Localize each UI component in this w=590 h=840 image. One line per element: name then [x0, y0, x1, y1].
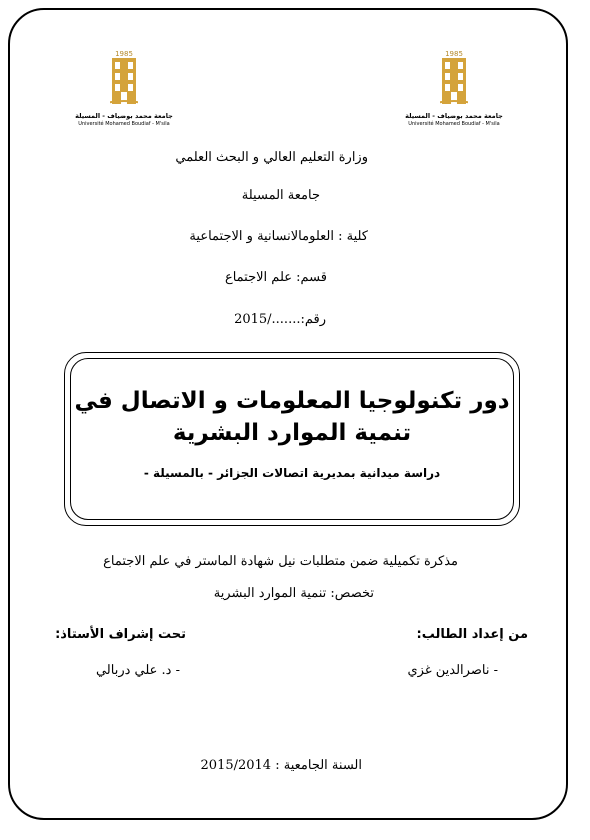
reference-number: رقم:......./2015 [234, 312, 326, 327]
student-heading: من إعداد الطالب: [416, 627, 528, 642]
supervisor-name: - د. علي دربالي [95, 663, 180, 678]
logo-name-ar: جامعة محمد بوضياف - المسيلة [75, 112, 173, 120]
university-line: جامعة المسيلة [241, 188, 320, 203]
supervisor-heading: تحت إشراف الأستاذ: [55, 627, 186, 642]
department-line: قسم: علم الاجتماع [224, 270, 327, 285]
logo-name-fr: Université Mohamed Boudiaf - M'sila [408, 121, 500, 127]
university-logo-right [404, 50, 504, 130]
tower-icon [440, 58, 468, 106]
faculty-line: كلية : العلومالانسانية و الاجتماعية [189, 229, 368, 244]
thesis-purpose: مذكرة تكميلية ضمن متطلبات نيل شهادة الماستر في علم الاجتماع [103, 554, 458, 569]
logo-name-ar: جامعة محمد بوضياف - المسيلة [405, 112, 503, 120]
academic-year: السنة الجامعية : 2015/2014 [200, 758, 362, 773]
logo-year: 1985 [115, 50, 133, 58]
university-logo-left [74, 50, 174, 130]
ministry-line: وزارة التعليم العالي و البحث العلمي [175, 150, 368, 165]
student-name: - ناصرالدين غزي [407, 663, 498, 678]
logo-name-fr: Université Mohamed Boudiaf - M'sila [78, 121, 170, 127]
thesis-subtitle: دراسة ميدانية بمديرية اتصالات الجزائر - بالمسيلة - [143, 466, 441, 480]
thesis-specialty: تخصص: تنمية الموارد البشرية [213, 586, 374, 601]
logo-year: 1985 [445, 50, 463, 58]
thesis-title-line1: دور تكنولوجيا المعلومات و الاتصال في [74, 388, 510, 414]
tower-icon [110, 58, 138, 106]
thesis-title-line2: تنمية الموارد البشرية [172, 420, 412, 446]
